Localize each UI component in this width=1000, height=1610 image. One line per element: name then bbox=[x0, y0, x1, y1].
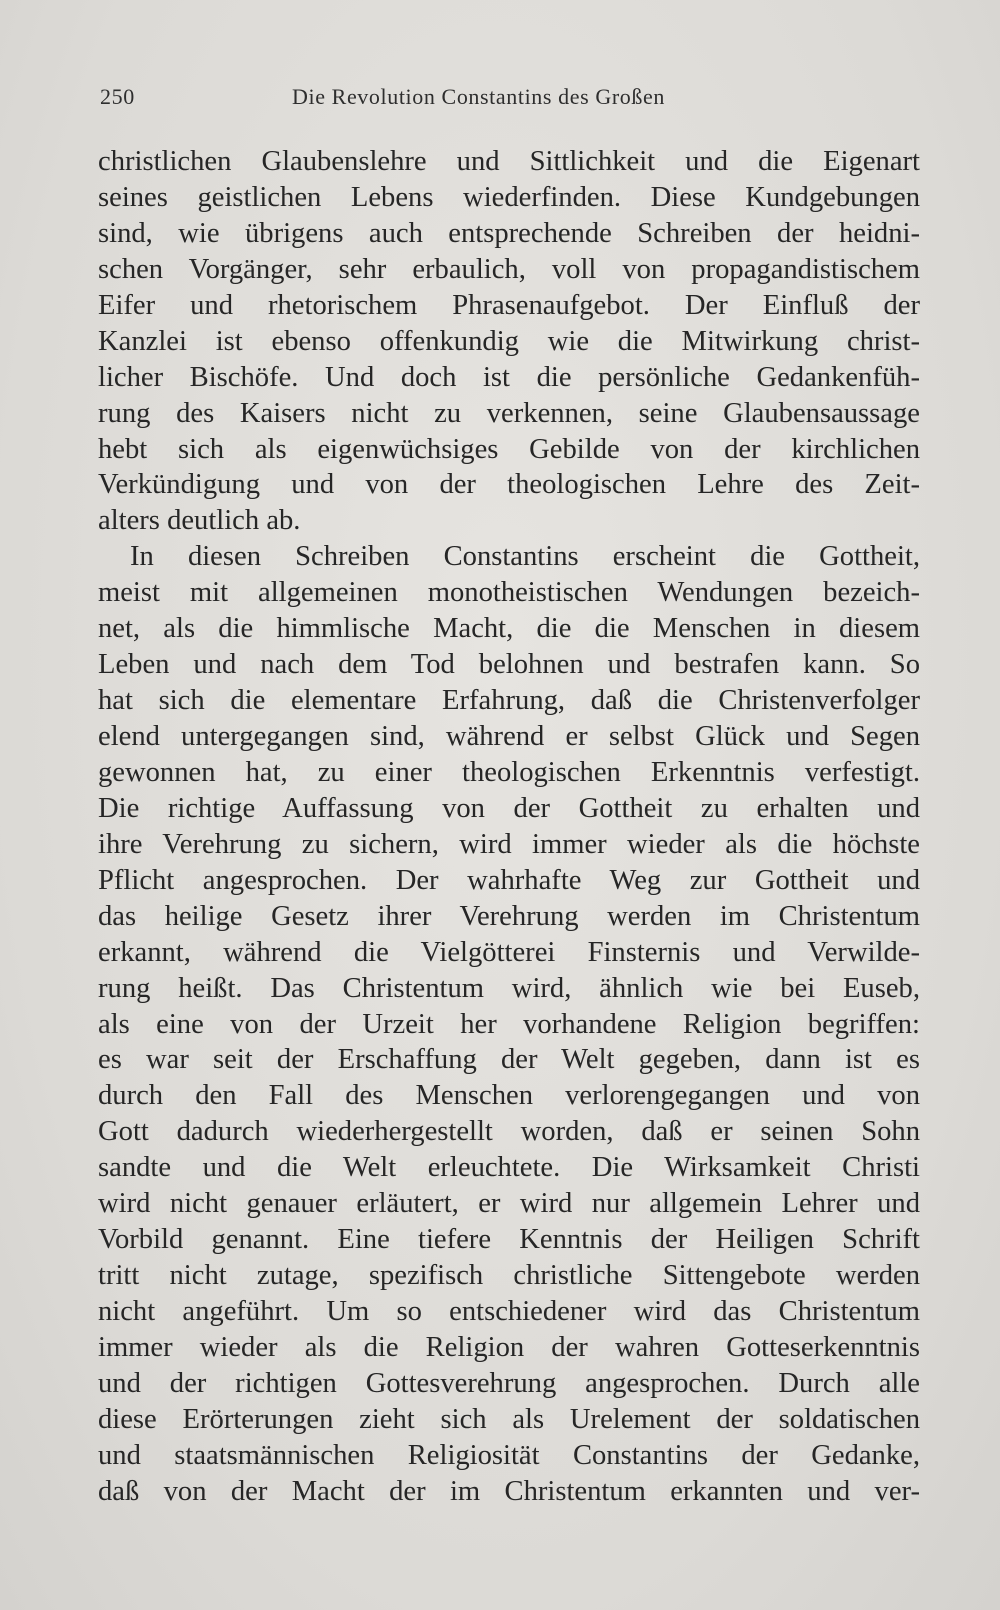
text-line: rung heißt. Das Christentum wird, ähnlich wie bei Euseb, bbox=[98, 972, 920, 1004]
text-line: diese Erörterungen zieht sich als Urelement der soldatischen bbox=[98, 1403, 920, 1435]
text-line: das heilige Gesetz ihrer Verehrung werden im Christentum bbox=[98, 900, 920, 932]
text-line: seines geistlichen Lebens wiederfinden. Diese Kundgebungen bbox=[98, 181, 920, 213]
text-line: schen Vorgänger, sehr erbaulich, voll von propagandistischem bbox=[98, 253, 920, 285]
text-line: alters deutlich ab. bbox=[98, 505, 301, 537]
text-line: gewonnen hat, zu einer theologischen Erkenntnis verfestigt. bbox=[98, 756, 920, 788]
text-line: Kanzlei ist ebenso offenkundig wie die Mitwirkung christ- bbox=[98, 325, 920, 357]
text-line: In diesen Schreiben Constantins erscheint die Gottheit, bbox=[130, 541, 920, 573]
paragraph bbox=[98, 539, 920, 1509]
text-line: erkannt, während die Vielgötterei Finsternis und Verwilde- bbox=[98, 936, 920, 968]
text-line: Eifer und rhetorischem Phrasenaufgebot. Der Einfluß der bbox=[98, 289, 920, 321]
text-line: licher Bischöfe. Und doch ist die persönliche Gedankenfüh- bbox=[98, 361, 920, 393]
text-line: Vorbild genannt. Eine tiefere Kenntnis der Heiligen Schrift bbox=[98, 1224, 920, 1256]
running-head bbox=[100, 84, 740, 120]
paragraph bbox=[98, 144, 920, 539]
text-line: und staatsmännischen Religiosität Constantins der Gedanke, bbox=[98, 1439, 920, 1471]
text-line: meist mit allgemeinen monotheistischen Wendungen bezeich- bbox=[98, 577, 920, 609]
text-line: Pflicht angesprochen. Der wahrhafte Weg zur Gottheit und bbox=[98, 864, 920, 896]
running-title: Die Revolution Constantins des Großen bbox=[292, 84, 665, 109]
text-line: tritt nicht zutage, spezifisch christliche Sittengebote werden bbox=[98, 1260, 920, 1292]
text-line: hebt sich als eigenwüchsiges Gebilde von der kirchlichen bbox=[98, 433, 920, 465]
text-line: daß von der Macht der im Christentum erkannten und ver- bbox=[98, 1475, 920, 1507]
text-line: als eine von der Urzeit her vorhandene Religion begriffen: bbox=[98, 1008, 920, 1040]
page-number: 250 bbox=[100, 84, 135, 109]
text-line: ihre Verehrung zu sichern, wird immer wieder als die höchste bbox=[98, 828, 920, 860]
text-line: sind, wie übrigens auch entsprechende Schreiben der heidni- bbox=[98, 217, 920, 249]
text-line: elend untergegangen sind, während er selbst Glück und Segen bbox=[98, 721, 920, 752]
text-line: durch den Fall des Menschen verlorengegangen und von bbox=[98, 1080, 920, 1112]
text-line: und der richtigen Gottesverehrung angesprochen. Durch alle bbox=[98, 1367, 920, 1399]
text-line: Die richtige Auffassung von der Gottheit zu erhalten und bbox=[98, 792, 920, 824]
text-line: sandte und die Welt erleuchtete. Die Wirksamkeit Christi bbox=[98, 1152, 920, 1184]
text-line: nicht angeführt. Um so entschiedener wird das Christentum bbox=[98, 1296, 920, 1327]
text-line: net, als die himmlische Macht, die die Menschen in diesem bbox=[98, 613, 920, 645]
text-line: Leben und nach dem Tod belohnen und bestrafen kann. So bbox=[98, 649, 920, 681]
body-text bbox=[98, 144, 920, 1510]
text-line: hat sich die elementare Erfahrung, daß die Christenverfolger bbox=[98, 685, 920, 717]
text-line: Gott dadurch wiederhergestellt worden, daß er seinen Sohn bbox=[98, 1116, 920, 1148]
text-line: es war seit der Erschaffung der Welt gegeben, dann ist es bbox=[98, 1044, 920, 1076]
text-line: wird nicht genauer erläutert, er wird nur allgemein Lehrer und bbox=[98, 1188, 920, 1220]
text-line: immer wieder als die Religion der wahren Gotteserkenntnis bbox=[98, 1331, 920, 1363]
text-line: christlichen Glaubenslehre und Sittlichkeit und die Eigenart bbox=[98, 146, 920, 177]
text-line: rung des Kaisers nicht zu verkennen, seine Glaubensaussage bbox=[98, 397, 920, 429]
text-line: Verkündigung und von der theologischen Lehre des Zeit- bbox=[98, 469, 920, 501]
